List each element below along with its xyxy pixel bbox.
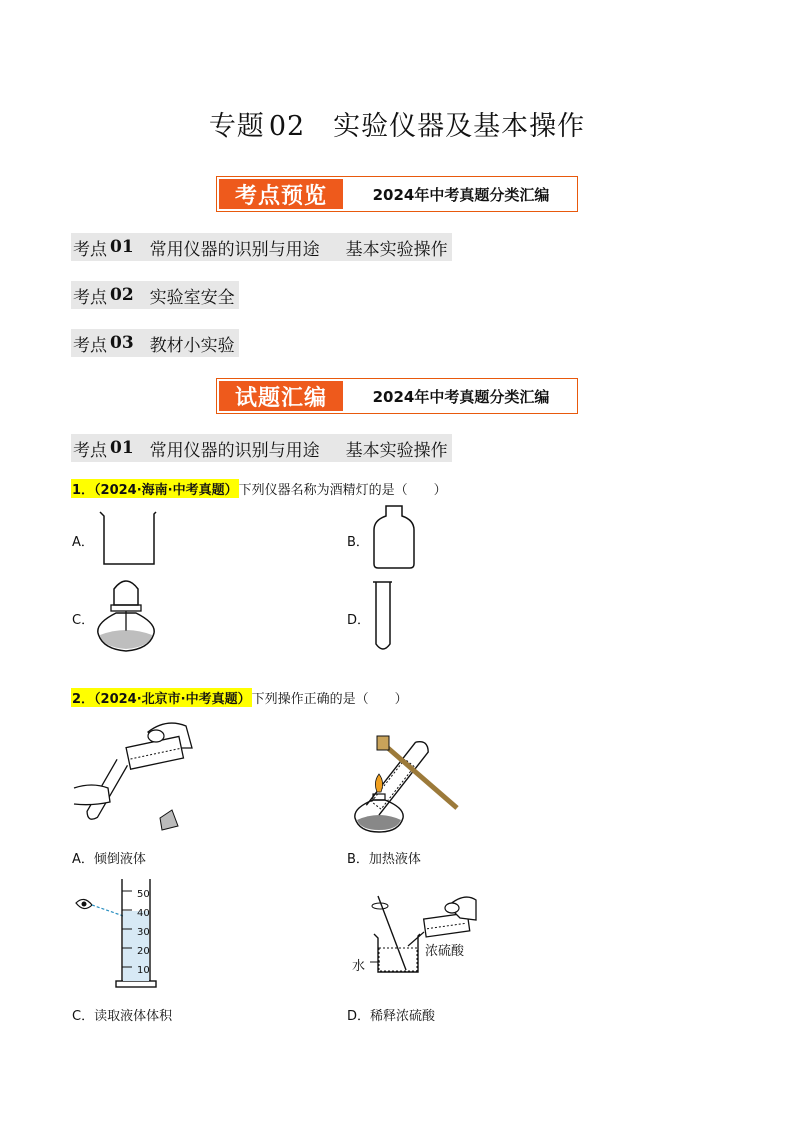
topic-number: 01 bbox=[110, 237, 134, 257]
alcohol-lamp-icon bbox=[94, 577, 158, 655]
banner-tag: 试题汇编 bbox=[219, 381, 343, 411]
question-2-stem bbox=[71, 688, 408, 707]
topic-label: 考点 bbox=[73, 239, 107, 260]
q1-option-b[interactable]: B． bbox=[347, 535, 369, 550]
preview-topic-03 bbox=[71, 329, 239, 357]
test-tube-icon bbox=[370, 580, 396, 654]
heating-liquid-illustration bbox=[345, 712, 465, 838]
tick-label: 10 bbox=[137, 965, 150, 976]
preview-topic-02 bbox=[71, 281, 239, 309]
title-number: 02 bbox=[268, 111, 306, 142]
pouring-liquid-illustration bbox=[74, 718, 204, 836]
topic-text: 常用仪器的识别与用途 bbox=[149, 440, 320, 461]
eye-icon bbox=[76, 899, 92, 908]
topic-text-2: 基本实验操作 bbox=[345, 239, 448, 260]
page-title bbox=[0, 104, 794, 143]
topic-text: 教材小实验 bbox=[149, 335, 235, 356]
topic-number: 01 bbox=[110, 438, 134, 458]
preview-banner bbox=[216, 176, 578, 212]
q1-option-d[interactable]: D． bbox=[347, 613, 371, 628]
question-1-text: 下列仪器名称为酒精灯的是（ ） bbox=[238, 483, 447, 498]
question-1-source: 1．（2024·海南·中考真题） bbox=[71, 479, 239, 498]
topic-number: 02 bbox=[110, 285, 134, 305]
dilute-acid-illustration bbox=[366, 890, 476, 974]
q2-option-b[interactable]: B．加热液体 bbox=[347, 852, 421, 867]
topic-text: 常用仪器的识别与用途 bbox=[149, 239, 320, 260]
topic-number: 03 bbox=[110, 333, 134, 353]
tick-label: 20 bbox=[137, 946, 150, 957]
tick-label: 50 bbox=[137, 889, 150, 900]
q2-option-d[interactable]: D．稀释浓硫酸 bbox=[347, 1009, 436, 1024]
tick-label: 30 bbox=[137, 927, 150, 938]
topic-text: 实验室安全 bbox=[149, 287, 235, 308]
tick-label: 40 bbox=[137, 908, 150, 919]
read-volume-illustration bbox=[74, 873, 164, 995]
q1-option-a[interactable]: A． bbox=[72, 535, 94, 550]
q1-option-c[interactable]: C． bbox=[72, 613, 95, 628]
q2-option-a[interactable]: A．倾倒液体 bbox=[72, 852, 146, 867]
cylinder-scale bbox=[137, 885, 150, 980]
banner-text: 2024年中考真题分类汇编 bbox=[372, 185, 550, 204]
label-water: 水 bbox=[352, 959, 366, 974]
reagent-bottle-icon bbox=[370, 504, 418, 570]
title-name: 实验仪器及基本操作 bbox=[333, 111, 586, 142]
label-concentrated-acid: 浓硫酸 bbox=[425, 944, 465, 959]
title-prefix: 专题 bbox=[208, 111, 265, 142]
question-1-stem bbox=[71, 479, 447, 498]
q2-option-c[interactable]: C．读取液体体积 bbox=[72, 1009, 173, 1024]
topic-text-2: 基本实验操作 bbox=[345, 440, 448, 461]
beaker-icon bbox=[96, 508, 160, 568]
banner-text: 2024年中考真题分类汇编 bbox=[372, 387, 550, 406]
section-heading bbox=[71, 434, 452, 462]
topic-label: 考点 bbox=[73, 440, 107, 461]
question-2-text: 下列操作正确的是（ ） bbox=[251, 692, 408, 707]
preview-topic-01 bbox=[71, 233, 452, 261]
topic-label: 考点 bbox=[73, 335, 107, 356]
question-2-source: 2．（2024·北京市·中考真题） bbox=[71, 688, 252, 707]
topic-label: 考点 bbox=[73, 287, 107, 308]
questions-banner bbox=[216, 378, 578, 414]
banner-tag: 考点预览 bbox=[219, 179, 343, 209]
